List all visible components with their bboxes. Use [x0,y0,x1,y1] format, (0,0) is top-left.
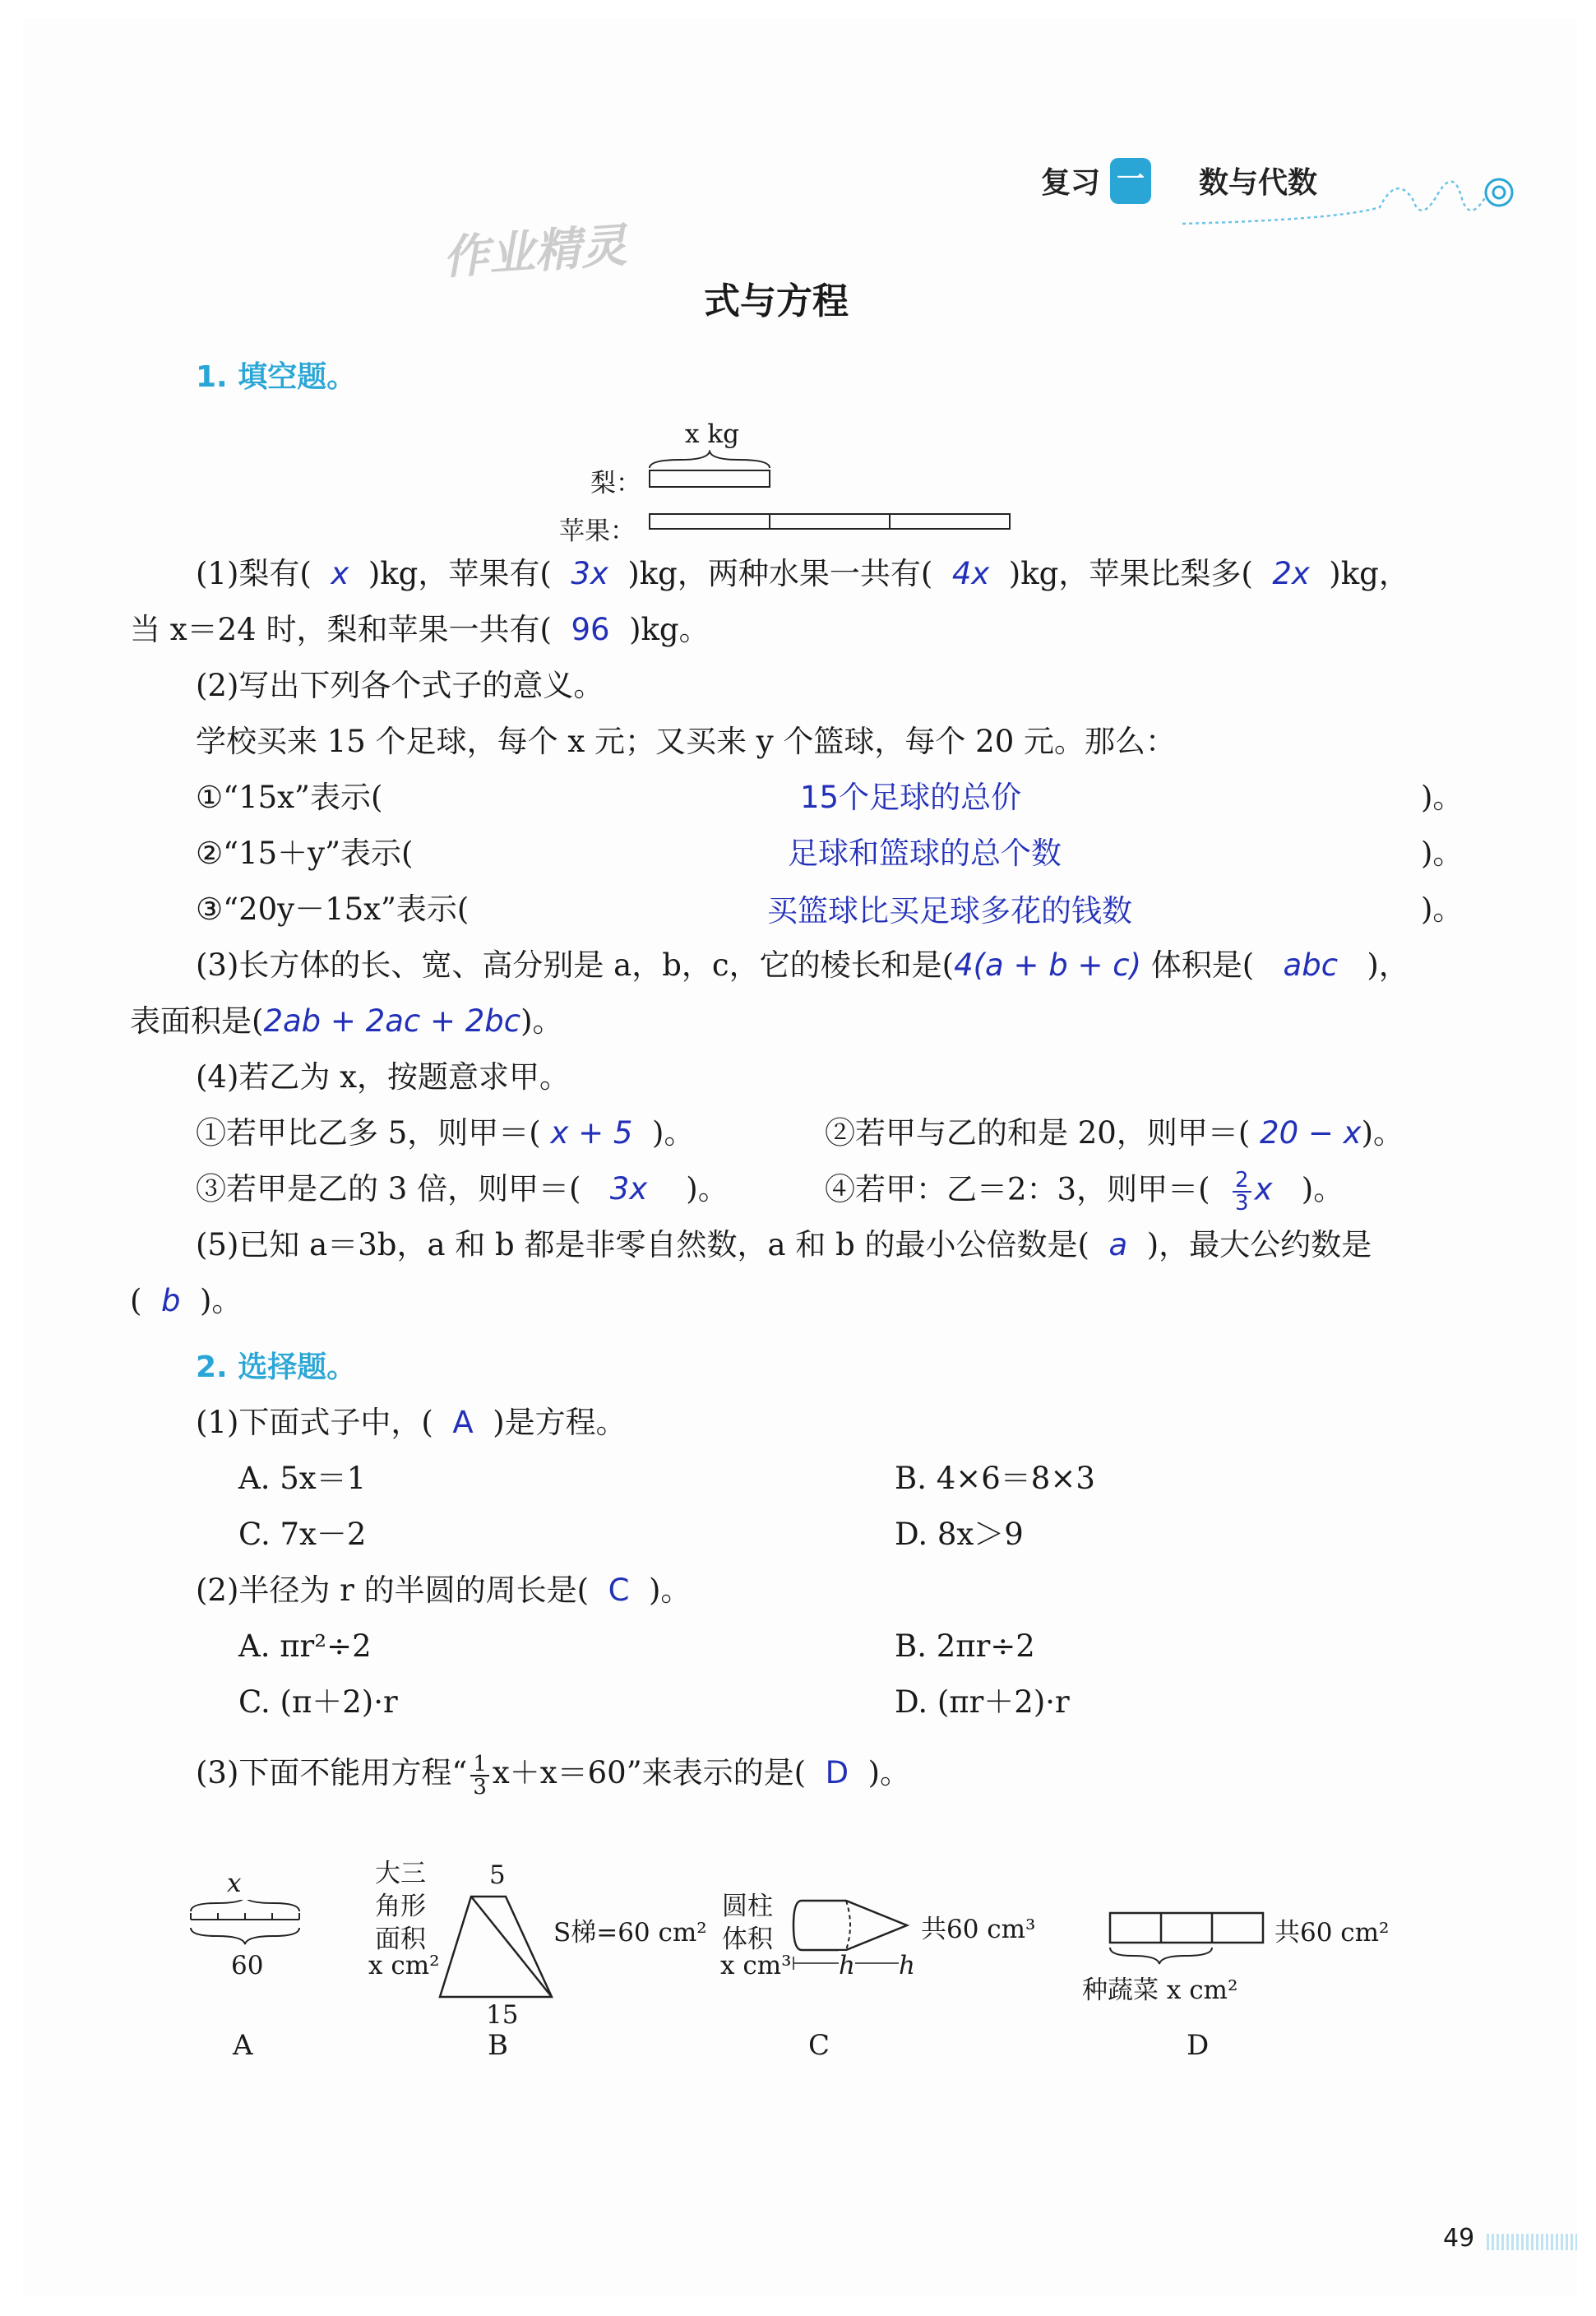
answer-q2-2: C [608,1573,630,1608]
figB-label-2: 角形 [375,1892,426,1921]
workbook-page [23,18,1577,2296]
figB-label-4: x cm² [368,1951,440,1980]
pear-label: 梨： [590,469,641,498]
q1-part2-item2-answer: 足球和篮球的总个数 [788,836,1062,871]
answer-pear: x [331,556,349,591]
answer-diff: 2x [1272,556,1310,591]
answer-fraction: $\frac{2}{3}$ [1233,1170,1251,1214]
figB-label-3: 面积 [375,1925,426,1954]
q1-part2-item3-answer: 买篮球比买足球多花的钱数 [767,893,1132,929]
figC-label-3: x cm³ [720,1951,792,1980]
q1-part2-context: 学校买来 15 个足球，每个 x 元；又买来 y 个篮球，每个 20 元。那么： [196,724,1177,759]
q1-part3-line1: (3)长方体的长、宽、高分别是 a，b，c，它的棱长和是(4(a + b + c) 体积是( abc )， [196,947,1409,983]
question-1-heading: 1. 填空题。 [196,360,357,394]
figC-letter: C [808,2029,830,2062]
figC-total-label: 共60 cm³ [921,1915,1036,1944]
answer-total: 4x [951,556,990,591]
q1-part2-item3-label: ③“20y－15x”表示( [196,892,470,927]
answer-lcm: a [1108,1227,1128,1262]
q2-1-option-d: D. 8x＞9 [895,1517,1024,1552]
q2-2-option-d: D. (πr＋2)·r [895,1684,1070,1720]
q1-part2-item3-end: )。 [1421,892,1464,927]
figC-label-1: 圆柱 [722,1892,773,1921]
q2-2-option-b: B. 2πr÷2 [895,1628,1035,1664]
q1-part2-item2-label: ②“15＋y”表示( [196,836,414,871]
q1-part2-item1-end: )。 [1421,780,1464,815]
q2-2-option-a: A. πr²÷2 [238,1628,372,1664]
figC-label-2: 体积 [722,1925,773,1954]
section-title: 数与代数 [1199,166,1318,200]
q2-sub2: (2)半径为 r 的半圆的周长是( C )。 [196,1573,692,1608]
figB-label-1: 大三 [375,1859,426,1888]
q2-1-option-b: B. 4×6＝8×3 [895,1461,1095,1496]
figD-letter: D [1187,2029,1210,2062]
answer-q2-3: D [825,1755,849,1790]
q2-sub1: (1)下面式子中，( A )是方程。 [196,1405,627,1440]
chapter-badge: 一 [1110,158,1151,204]
figure-a-segment [187,1900,311,1949]
q2-1-option-a: A. 5x＝1 [238,1461,367,1496]
apple-label: 苹果： [559,516,636,546]
footer-decoration [1487,2234,1577,2250]
answer-edge-sum: 4(a + b + c) [954,947,1142,983]
figD-total-label: 共60 cm² [1274,1918,1390,1948]
page-title: 式与方程 [704,280,849,322]
figD-bottom-label: 种蔬菜 x cm² [1082,1976,1238,2005]
answer-gcd: b [160,1283,181,1318]
q1-part4-item4: ④若甲：乙＝2：3，则甲＝( $\frac{2}{3}$ x )。 [825,1168,1344,1216]
q1-part4-item3: ③若甲是乙的 3 倍，则甲＝( 3x )。 [196,1171,729,1207]
fruit-bar-diagram [648,450,1043,532]
figB-area-label: S梯=60 cm² [553,1918,707,1948]
q1-part2-item2-end: )。 [1421,836,1464,871]
q1-part4-item2: ②若甲与乙的和是 20，则甲＝( 20 − x)。 [825,1115,1404,1151]
q1-part1-line2: 当 x＝24 时，梨和苹果一共有( 96 )kg。 [130,612,710,647]
decorative-swirl-icon [1174,158,1520,232]
figure-d-rectangle [1108,1910,1273,1967]
q1-part5-line1: (5)已知 a＝3b，a 和 b 都是非零自然数，a 和 b 的最小公倍数是( a )，最大公约数是 [196,1227,1372,1262]
page-number: 49 [1443,2224,1475,2253]
q1-part4-intro: (4)若乙为 x，按题意求甲。 [196,1059,571,1095]
q2-sub3: (3)下面不能用方程“ $\frac{1}{3}$ x＋x＝60”来表示的是( D )。 [196,1751,911,1800]
watermark: 作业精灵 [441,219,629,285]
figA-letter: A [233,2029,253,2062]
q1-part2-intro: (2)写出下列各个式子的意义。 [196,668,604,703]
q1-part3-line2: 表面积是(2ab + 2ac + 2bc)。 [130,1003,563,1039]
figA-x-label: x [227,1869,242,1898]
q1-part2-item1-answer: 15个足球的总价 [800,780,1022,815]
q1-part5-line2: ( b )。 [130,1283,243,1318]
figC-h-label-2: h [899,1951,915,1980]
answer-apple: 3x [571,556,608,591]
q2-1-option-c: C. 7x－2 [238,1517,367,1552]
review-label: 复习 [1041,166,1101,200]
diagram-x-kg-label: x kg [685,419,739,449]
figA-60-label: 60 [231,1951,264,1980]
figB-letter: B [488,2029,508,2062]
q2-2-option-c: C. (π＋2)·r [238,1684,398,1720]
q1-part2-item1-label: ①“15x”表示( [196,780,383,815]
question-2-heading: 2. 选择题。 [196,1350,357,1384]
answer-q2-1: A [452,1405,474,1440]
q1-part1-line1: (1)梨有( x )kg，苹果有( 3x )kg，两种水果一共有( 4x )kg，苹果比梨多( 2x )kg， [196,556,1409,591]
answer-volume: abc [1283,947,1339,983]
figC-h-label-1: h [839,1951,855,1980]
answer-96: 96 [571,612,610,647]
answer-surface-area: 2ab + 2ac + 2bc [263,1003,521,1039]
q1-part4-item1: ①若甲比乙多 5，则甲＝( x + 5 )。 [196,1115,695,1151]
figB-top-5: 5 [489,1860,506,1890]
figB-bottom-15: 15 [486,2000,519,2030]
figure-b-trapezoid [438,1893,562,2008]
